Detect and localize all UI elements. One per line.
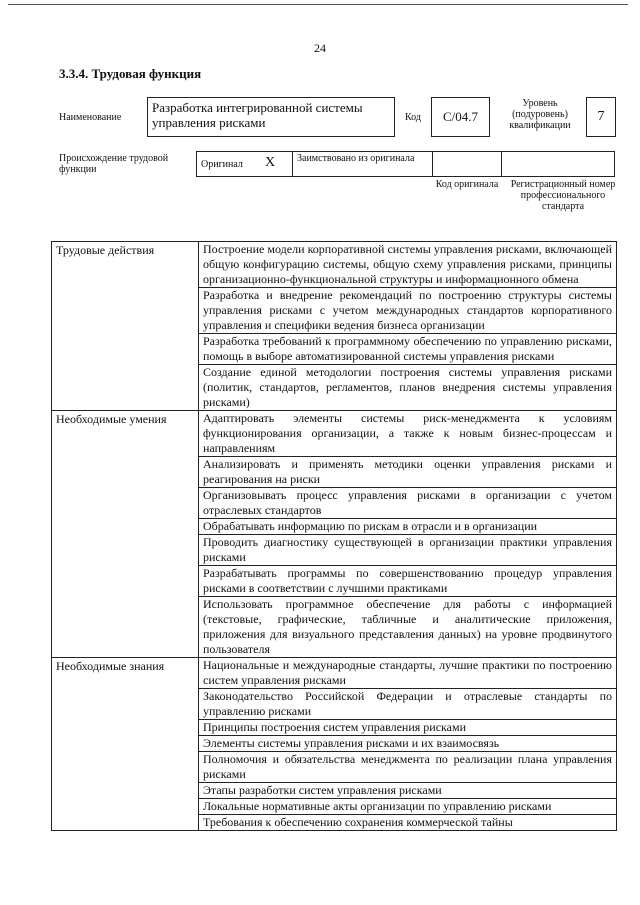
table-row — [52, 658, 617, 689]
list-item: Проводить диагностику существующей в организации практики управления рисками — [199, 535, 617, 566]
name-value-box: Разработка интегрированной системы управления рисками — [147, 97, 395, 137]
reg-number-label: Регистрационный номер профессионального стандарта — [510, 179, 616, 212]
list-item: Полномочия и обязательства менеджмента по реализации плана управления рисками — [199, 752, 617, 783]
list-item: Обрабатывать информацию по рискам в отрасли и в организации — [199, 519, 617, 535]
list-item: Локальные нормативные акты организации по управлению рисками — [199, 799, 617, 815]
list-item: Законодательство Российской Федерации и отраслевые стандарты по управлению рисками — [199, 689, 617, 720]
original-mark: X — [265, 155, 276, 170]
code-value-box: C/04.7 — [431, 97, 490, 137]
category-required-knowledge: Необходимые знания — [52, 658, 199, 831]
list-item: Создание единой методологии построения системы управления рисками (политик, стандартов, регламентов, планов внедрения системы управления рисками) — [199, 365, 617, 411]
list-item: Национальные и международные стандарты, лучшие практики по построению систем управления рисками — [199, 658, 617, 689]
original-cell — [197, 152, 293, 176]
list-item: Разработка и внедрение рекомендаций по построению структуры системы управления рисками с учетом международных стандартов корпоративного управления и специфики ведения бизнеса организации — [199, 288, 617, 334]
table-row — [52, 242, 617, 288]
table-row — [52, 411, 617, 457]
level-label: Уровень (подуровень) квалификации — [509, 98, 571, 131]
original-label: Оригинал — [201, 159, 243, 170]
origin-table — [196, 151, 615, 177]
list-item: Разрабатывать программы по совершенствованию процедур управления рисками в соответствии с лучшими практиками — [199, 566, 617, 597]
name-label: Наименование — [59, 112, 122, 123]
code-label: Код — [405, 112, 421, 123]
list-item: Построение модели корпоративной системы управления рисками, включающей общую конфигурацию системы, общую схему управления рисками, принципы организационно-функциональной структуры и информационного обмена — [199, 242, 617, 288]
list-item: Принципы построения систем управления рисками — [199, 720, 617, 736]
category-required-skills: Необходимые умения — [52, 411, 199, 658]
borrowed-label: Заимствовано из оригинала — [297, 153, 415, 164]
section-title: 3.3.4. Трудовая функция — [59, 66, 202, 81]
reg-number-cell — [502, 152, 614, 176]
list-item: Разработка требований к программному обеспечению по управлению рисками, помощь в выборе автоматизированной системы управления рисками — [199, 334, 617, 365]
labor-function-table — [51, 241, 617, 831]
page-number: 24 — [314, 41, 326, 55]
category-labor-actions: Трудовые действия — [52, 242, 199, 411]
list-item: Анализировать и применять методики оценки управления рисками и реагирования на риски — [199, 457, 617, 488]
code-original-label: Код оригинала — [435, 179, 499, 190]
list-item: Организовывать процесс управления рисками в организации с учетом отраслевых стандартов — [199, 488, 617, 519]
list-item: Адаптировать элементы системы риск-менеджмента к условиям функционирования организации, а также к новым бизнес-процессам и направлениям — [199, 411, 617, 457]
code-original-cell — [433, 152, 502, 176]
list-item: Требования к обеспечению сохранения коммерческой тайны — [199, 815, 617, 831]
origin-label: Происхождение трудовой функции — [59, 153, 169, 175]
level-value-box: 7 — [586, 97, 616, 137]
borrowed-cell — [293, 152, 433, 176]
scan-top-edge-line — [8, 4, 628, 5]
list-item: Использовать программное обеспечение для работы с информацией (текстовые, графические, табличные и аналитические приложения, приложения для визуального представления данных) на уровне продвинутого пользователя — [199, 597, 617, 658]
list-item: Элементы системы управления рисками и их взаимосвязь — [199, 736, 617, 752]
list-item: Этапы разработки систем управления рисками — [199, 783, 617, 799]
